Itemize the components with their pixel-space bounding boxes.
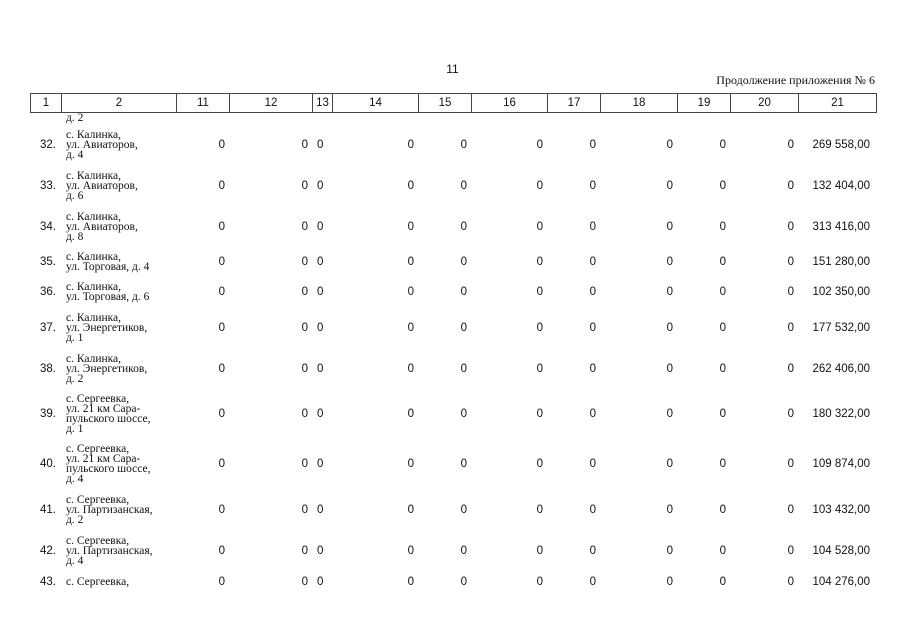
value-cell-20: 0 bbox=[787, 458, 794, 470]
value-cell-20: 0 bbox=[787, 408, 794, 420]
value-cell-16: 0 bbox=[536, 503, 543, 516]
value-cell-16: 0 bbox=[536, 286, 543, 298]
column-header-row bbox=[31, 94, 877, 113]
total-cell: 269 558,00 bbox=[812, 138, 870, 151]
value-cell-17: 0 bbox=[589, 576, 596, 588]
total-cell: 102 350,00 bbox=[812, 286, 870, 298]
address-line: д. 1 bbox=[66, 331, 84, 344]
address-cell bbox=[61, 389, 176, 439]
column-header: 13 bbox=[313, 94, 333, 113]
address-line: с. Сергеевка, bbox=[66, 493, 130, 506]
row-number: 40. bbox=[40, 458, 56, 470]
row-number: 33. bbox=[40, 179, 56, 192]
value-cell-11: 0 bbox=[218, 286, 225, 298]
address-line: ул. Партизанская, bbox=[66, 503, 153, 516]
value-cell-16: 0 bbox=[536, 458, 543, 470]
value-cell-11: 0 bbox=[218, 138, 225, 151]
value-cell-18: 0 bbox=[666, 544, 673, 557]
table-row bbox=[30, 389, 876, 439]
total-cell: 109 874,00 bbox=[812, 458, 870, 470]
value-cell-20: 0 bbox=[787, 179, 794, 192]
value-cell-19: 0 bbox=[719, 458, 726, 470]
address-cell bbox=[61, 530, 176, 571]
value-cell-17: 0 bbox=[589, 179, 596, 192]
value-cell-13: 0 bbox=[317, 256, 324, 268]
address-line: ул. Торговая, д. 6 bbox=[66, 291, 150, 303]
value-cell-15: 0 bbox=[460, 179, 467, 192]
total-cell: 132 404,00 bbox=[812, 179, 870, 192]
address-line: с. Сергеевка, bbox=[66, 393, 130, 405]
value-cell-14: 0 bbox=[407, 362, 414, 375]
value-cell-17: 0 bbox=[589, 220, 596, 233]
page-number: 11 bbox=[446, 62, 459, 76]
value-cell-16: 0 bbox=[536, 179, 543, 192]
value-cell-19: 0 bbox=[719, 503, 726, 516]
value-cell-16: 0 bbox=[536, 138, 543, 151]
table-row bbox=[30, 439, 876, 489]
total-cell: 104 276,00 bbox=[812, 576, 870, 588]
address-line: с. Калинка, bbox=[66, 352, 122, 365]
value-cell-16: 0 bbox=[536, 408, 543, 420]
address-line: с. Сергеевка, bbox=[66, 534, 130, 547]
value-cell-19: 0 bbox=[719, 138, 726, 151]
value-cell-12: 0 bbox=[301, 362, 308, 375]
value-cell-13: 0 bbox=[317, 458, 324, 470]
address-cell bbox=[61, 247, 176, 277]
value-cell-12: 0 bbox=[301, 321, 308, 334]
value-cell-14: 0 bbox=[407, 408, 414, 420]
value-cell-17: 0 bbox=[589, 321, 596, 334]
column-header: 20 bbox=[731, 94, 799, 113]
address-line: д. 4 bbox=[66, 554, 84, 567]
column-header: 2 bbox=[62, 94, 177, 113]
carryover-fragment: д. 2 bbox=[66, 112, 84, 124]
column-header: 1 bbox=[31, 94, 62, 113]
table-row bbox=[30, 165, 876, 206]
value-cell-19: 0 bbox=[719, 321, 726, 334]
address-cell bbox=[61, 206, 176, 247]
value-cell-15: 0 bbox=[460, 362, 467, 375]
total-cell: 151 280,00 bbox=[812, 256, 870, 268]
value-cell-20: 0 bbox=[787, 138, 794, 151]
address-cell bbox=[61, 277, 176, 307]
value-cell-13: 0 bbox=[317, 179, 324, 192]
address-cell bbox=[61, 307, 176, 348]
value-cell-18: 0 bbox=[666, 458, 673, 470]
value-cell-15: 0 bbox=[460, 408, 467, 420]
column-header: 19 bbox=[678, 94, 731, 113]
value-cell-19: 0 bbox=[719, 408, 726, 420]
value-cell-19: 0 bbox=[719, 544, 726, 557]
value-cell-12: 0 bbox=[301, 408, 308, 420]
row-number: 34. bbox=[40, 220, 56, 233]
value-cell-20: 0 bbox=[787, 220, 794, 233]
table-row bbox=[30, 247, 876, 277]
address-cell bbox=[61, 348, 176, 389]
value-cell-13: 0 bbox=[317, 138, 324, 151]
value-cell-12: 0 bbox=[301, 220, 308, 233]
value-cell-11: 0 bbox=[218, 321, 225, 334]
table-row bbox=[30, 277, 876, 307]
value-cell-16: 0 bbox=[536, 321, 543, 334]
value-cell-13: 0 bbox=[317, 286, 324, 298]
value-cell-14: 0 bbox=[407, 138, 414, 151]
value-cell-12: 0 bbox=[301, 256, 308, 268]
value-cell-14: 0 bbox=[407, 256, 414, 268]
value-cell-16: 0 bbox=[536, 544, 543, 557]
value-cell-11: 0 bbox=[218, 220, 225, 233]
address-cell bbox=[61, 439, 176, 489]
address-line: ул. Авиаторов, bbox=[66, 179, 138, 192]
value-cell-18: 0 bbox=[666, 362, 673, 375]
value-cell-19: 0 bbox=[719, 576, 726, 588]
value-cell-18: 0 bbox=[666, 321, 673, 334]
address-line: д. 8 bbox=[66, 230, 84, 243]
value-cell-20: 0 bbox=[787, 362, 794, 375]
value-cell-15: 0 bbox=[460, 576, 467, 588]
address-line: пульского шоссе, bbox=[66, 413, 151, 425]
row-number: 41. bbox=[40, 503, 56, 516]
address-cell bbox=[61, 489, 176, 530]
table-body bbox=[30, 112, 876, 593]
value-cell-14: 0 bbox=[407, 458, 414, 470]
value-cell-19: 0 bbox=[719, 220, 726, 233]
address-line: ул. Энергетиков, bbox=[66, 321, 148, 334]
value-cell-15: 0 bbox=[460, 220, 467, 233]
value-cell-11: 0 bbox=[218, 503, 225, 516]
value-cell-16: 0 bbox=[536, 362, 543, 375]
address-line: с. Калинка, bbox=[66, 281, 122, 293]
value-cell-18: 0 bbox=[666, 286, 673, 298]
value-cell-13: 0 bbox=[317, 544, 324, 557]
address-line: д. 4 bbox=[66, 473, 84, 485]
value-cell-13: 0 bbox=[317, 220, 324, 233]
value-cell-13: 0 bbox=[317, 503, 324, 516]
value-cell-13: 0 bbox=[317, 576, 324, 588]
value-cell-12: 0 bbox=[301, 544, 308, 557]
total-cell: 313 416,00 bbox=[812, 220, 870, 233]
value-cell-20: 0 bbox=[787, 286, 794, 298]
value-cell-14: 0 bbox=[407, 321, 414, 334]
value-cell-20: 0 bbox=[787, 503, 794, 516]
row-number: 36. bbox=[40, 286, 56, 298]
row-number: 43. bbox=[40, 576, 56, 588]
total-cell: 103 432,00 bbox=[812, 503, 870, 516]
value-cell-17: 0 bbox=[589, 544, 596, 557]
row-number: 37. bbox=[40, 321, 56, 334]
value-cell-15: 0 bbox=[460, 544, 467, 557]
table-row bbox=[30, 489, 876, 530]
value-cell-14: 0 bbox=[407, 220, 414, 233]
value-cell-17: 0 bbox=[589, 286, 596, 298]
value-cell-13: 0 bbox=[317, 321, 324, 334]
address-line: д. 6 bbox=[66, 189, 84, 202]
continuation-label: Продолжение приложения № 6 bbox=[716, 73, 875, 87]
value-cell-11: 0 bbox=[218, 362, 225, 375]
column-header: 17 bbox=[548, 94, 601, 113]
address-cell bbox=[61, 165, 176, 206]
data-table bbox=[30, 112, 876, 593]
value-cell-17: 0 bbox=[589, 408, 596, 420]
address-line: ул. 21 км Сара- bbox=[66, 453, 141, 465]
address-cell bbox=[61, 124, 176, 165]
value-cell-15: 0 bbox=[460, 138, 467, 151]
value-cell-19: 0 bbox=[719, 362, 726, 375]
value-cell-15: 0 bbox=[460, 256, 467, 268]
address-line: д. 2 bbox=[66, 513, 84, 526]
value-cell-18: 0 bbox=[666, 179, 673, 192]
total-cell: 180 322,00 bbox=[812, 408, 870, 420]
value-cell-14: 0 bbox=[407, 503, 414, 516]
column-header: 11 bbox=[177, 94, 230, 113]
address-line: с. Калинка, bbox=[66, 311, 122, 324]
value-cell-12: 0 bbox=[301, 503, 308, 516]
value-cell-11: 0 bbox=[218, 458, 225, 470]
value-cell-17: 0 bbox=[589, 256, 596, 268]
value-cell-15: 0 bbox=[460, 503, 467, 516]
value-cell-18: 0 bbox=[666, 576, 673, 588]
carryover-row bbox=[30, 112, 876, 124]
value-cell-11: 0 bbox=[218, 544, 225, 557]
value-cell-18: 0 bbox=[666, 138, 673, 151]
column-header: 18 bbox=[601, 94, 678, 113]
value-cell-19: 0 bbox=[719, 256, 726, 268]
value-cell-12: 0 bbox=[301, 138, 308, 151]
value-cell-15: 0 bbox=[460, 321, 467, 334]
table-row bbox=[30, 307, 876, 348]
value-cell-20: 0 bbox=[787, 576, 794, 588]
row-number: 38. bbox=[40, 362, 56, 375]
address-line: ул. Торговая, д. 4 bbox=[66, 261, 150, 273]
table-row bbox=[30, 124, 876, 165]
table-row bbox=[30, 530, 876, 571]
table-row bbox=[30, 571, 876, 593]
value-cell-11: 0 bbox=[218, 576, 225, 588]
row-number: 42. bbox=[40, 544, 56, 557]
column-header: 16 bbox=[472, 94, 548, 113]
value-cell-14: 0 bbox=[407, 544, 414, 557]
value-cell-12: 0 bbox=[301, 576, 308, 588]
value-cell-16: 0 bbox=[536, 576, 543, 588]
value-cell-11: 0 bbox=[218, 256, 225, 268]
value-cell-18: 0 bbox=[666, 503, 673, 516]
value-cell-16: 0 bbox=[536, 256, 543, 268]
address-line: с. Сергеевка, bbox=[66, 443, 130, 455]
value-cell-17: 0 bbox=[589, 362, 596, 375]
address-line: ул. Партизанская, bbox=[66, 544, 153, 557]
value-cell-12: 0 bbox=[301, 179, 308, 192]
value-cell-14: 0 bbox=[407, 576, 414, 588]
address-line: д. 4 bbox=[66, 148, 84, 161]
row-number: 32. bbox=[40, 138, 56, 151]
value-cell-12: 0 bbox=[301, 286, 308, 298]
total-cell: 177 532,00 bbox=[812, 321, 870, 334]
address-line: д. 2 bbox=[66, 372, 84, 385]
column-header: 15 bbox=[419, 94, 472, 113]
value-cell-11: 0 bbox=[218, 179, 225, 192]
value-cell-18: 0 bbox=[666, 408, 673, 420]
value-cell-20: 0 bbox=[787, 321, 794, 334]
column-header: 12 bbox=[230, 94, 313, 113]
total-cell: 104 528,00 bbox=[812, 544, 870, 557]
value-cell-14: 0 bbox=[407, 286, 414, 298]
value-cell-11: 0 bbox=[218, 408, 225, 420]
address-line: с. Калинка, bbox=[66, 128, 122, 141]
value-cell-13: 0 bbox=[317, 408, 324, 420]
address-line: с. Калинка, bbox=[66, 251, 122, 263]
address-line: ул. Авиаторов, bbox=[66, 220, 138, 233]
address-line: ул. Авиаторов, bbox=[66, 138, 138, 151]
address-line: ул. Энергетиков, bbox=[66, 362, 148, 375]
table-row bbox=[30, 206, 876, 247]
value-cell-20: 0 bbox=[787, 256, 794, 268]
address-line: с. Калинка, bbox=[66, 210, 122, 223]
value-cell-15: 0 bbox=[460, 458, 467, 470]
value-cell-12: 0 bbox=[301, 458, 308, 470]
address-line: ул. 21 км Сара- bbox=[66, 403, 141, 415]
column-header-table bbox=[30, 93, 877, 113]
address-cell bbox=[61, 571, 176, 593]
row-number: 39. bbox=[40, 408, 56, 420]
value-cell-20: 0 bbox=[787, 544, 794, 557]
value-cell-19: 0 bbox=[719, 179, 726, 192]
value-cell-17: 0 bbox=[589, 458, 596, 470]
column-header: 14 bbox=[333, 94, 419, 113]
address-line: с. Калинка, bbox=[66, 169, 122, 182]
value-cell-16: 0 bbox=[536, 220, 543, 233]
value-cell-18: 0 bbox=[666, 256, 673, 268]
value-cell-13: 0 bbox=[317, 362, 324, 375]
value-cell-17: 0 bbox=[589, 138, 596, 151]
value-cell-18: 0 bbox=[666, 220, 673, 233]
total-cell: 262 406,00 bbox=[812, 362, 870, 375]
value-cell-17: 0 bbox=[589, 503, 596, 516]
value-cell-19: 0 bbox=[719, 286, 726, 298]
value-cell-14: 0 bbox=[407, 179, 414, 192]
column-header: 21 bbox=[799, 94, 877, 113]
address-line: д. 1 bbox=[66, 423, 84, 435]
table-row bbox=[30, 348, 876, 389]
address-line: с. Сергеевка, bbox=[66, 576, 130, 588]
row-number: 35. bbox=[40, 256, 56, 268]
address-line: пульского шоссе, bbox=[66, 463, 151, 475]
value-cell-15: 0 bbox=[460, 286, 467, 298]
